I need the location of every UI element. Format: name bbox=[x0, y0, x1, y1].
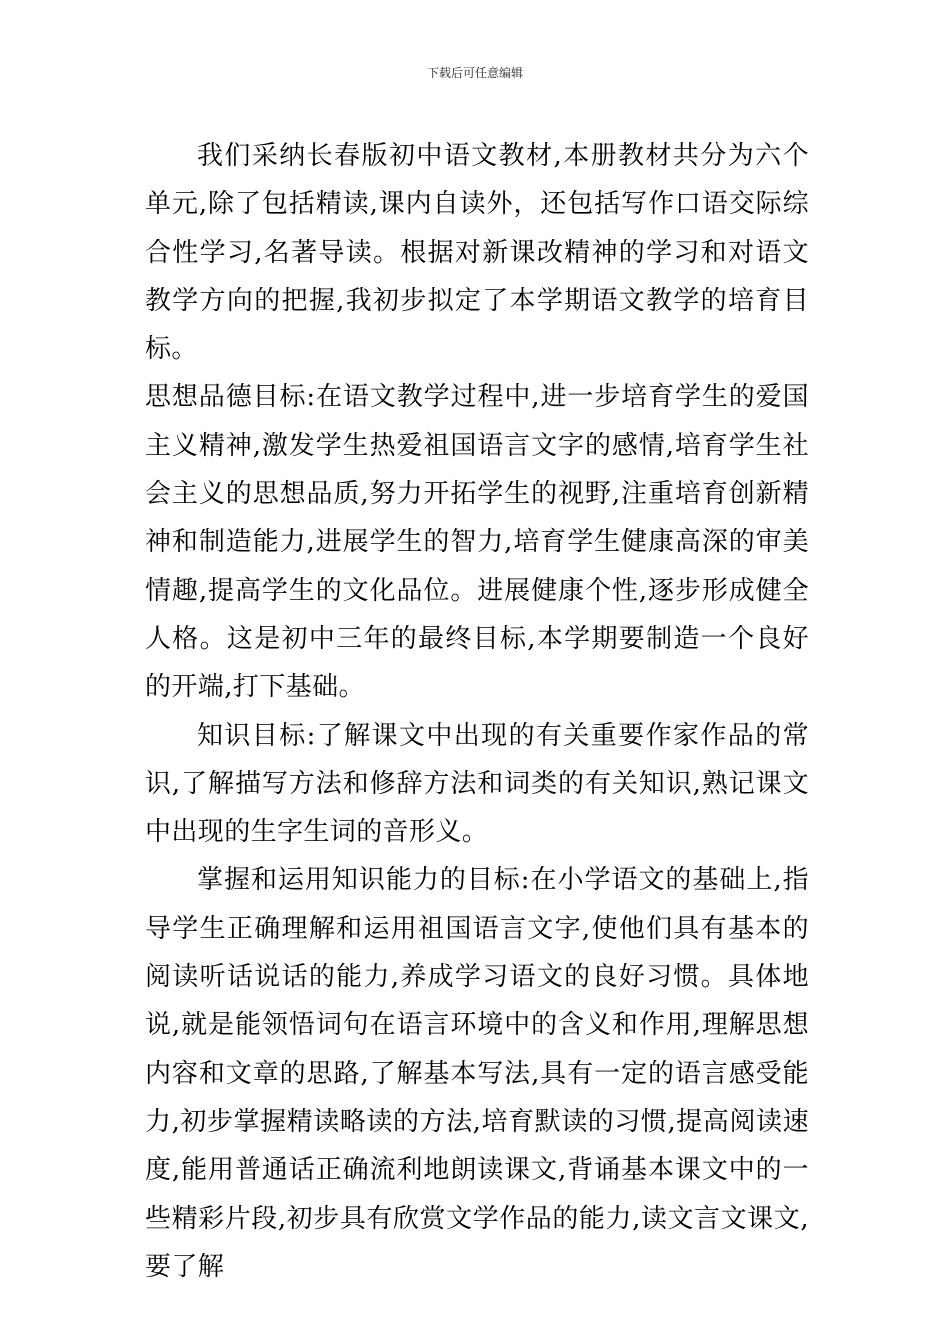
page-header-note: 下载后可任意编辑 bbox=[426, 66, 523, 80]
paragraph-knowledge-goal: 知识目标:了解课文中出现的有关重要作家作品的常识,了解描写方法和修辞方法和词类的有关知识,熟记课文中出现的生字生词的音形义。 bbox=[145, 720, 809, 848]
paragraph-moral-goal: 思想品德目标:在语文教学过程中,进一步培育学生的爱国主义精神,激发学生热爱祖国语言文字的感情,培育学生社会主义的思想品质,努力开拓学生的视野,注重培育创新精神和制造能力,进展学生的智力,培育学生健康高深的审美情趣,提高学生的文化品位。进展健康个性,逐步形成健全人格。这是初中三年的最终目标,本学期要制造一个良好的开端,打下基础。 bbox=[145, 382, 809, 703]
paragraph-ability-goal: 掌握和运用知识能力的目标:在小学语文的基础上,指导学生正确理解和运用祖国语言文字,使他们具有基本的阅读听话说话的能力,养成学习语文的良好习惯。具体地说,就是能领悟词句在语言环境中的含义和作用,理解思想内容和文章的思路,了解基本写法,具有一定的语言感受能力,初步掌握精读略读的方法,培育默读的习惯,提高阅读速度,能用普通话正确流利地朗读课文,背诵基本课文中的一些精彩片段,初步具有欣赏文学作品的能力,读文言文课文,要了解 bbox=[145, 865, 809, 1282]
paragraph-intro: 我们采纳长春版初中语文教材,本册教材共分为六个单元,除了包括精读,课内自读外，还包括写作口语交际综合性学习,名著导读。根据对新课改精神的学习和对语文教学方向的把握,我初步拟定了本学期语文教学的培育目标。 bbox=[145, 141, 809, 365]
document-body bbox=[145, 132, 809, 1291]
